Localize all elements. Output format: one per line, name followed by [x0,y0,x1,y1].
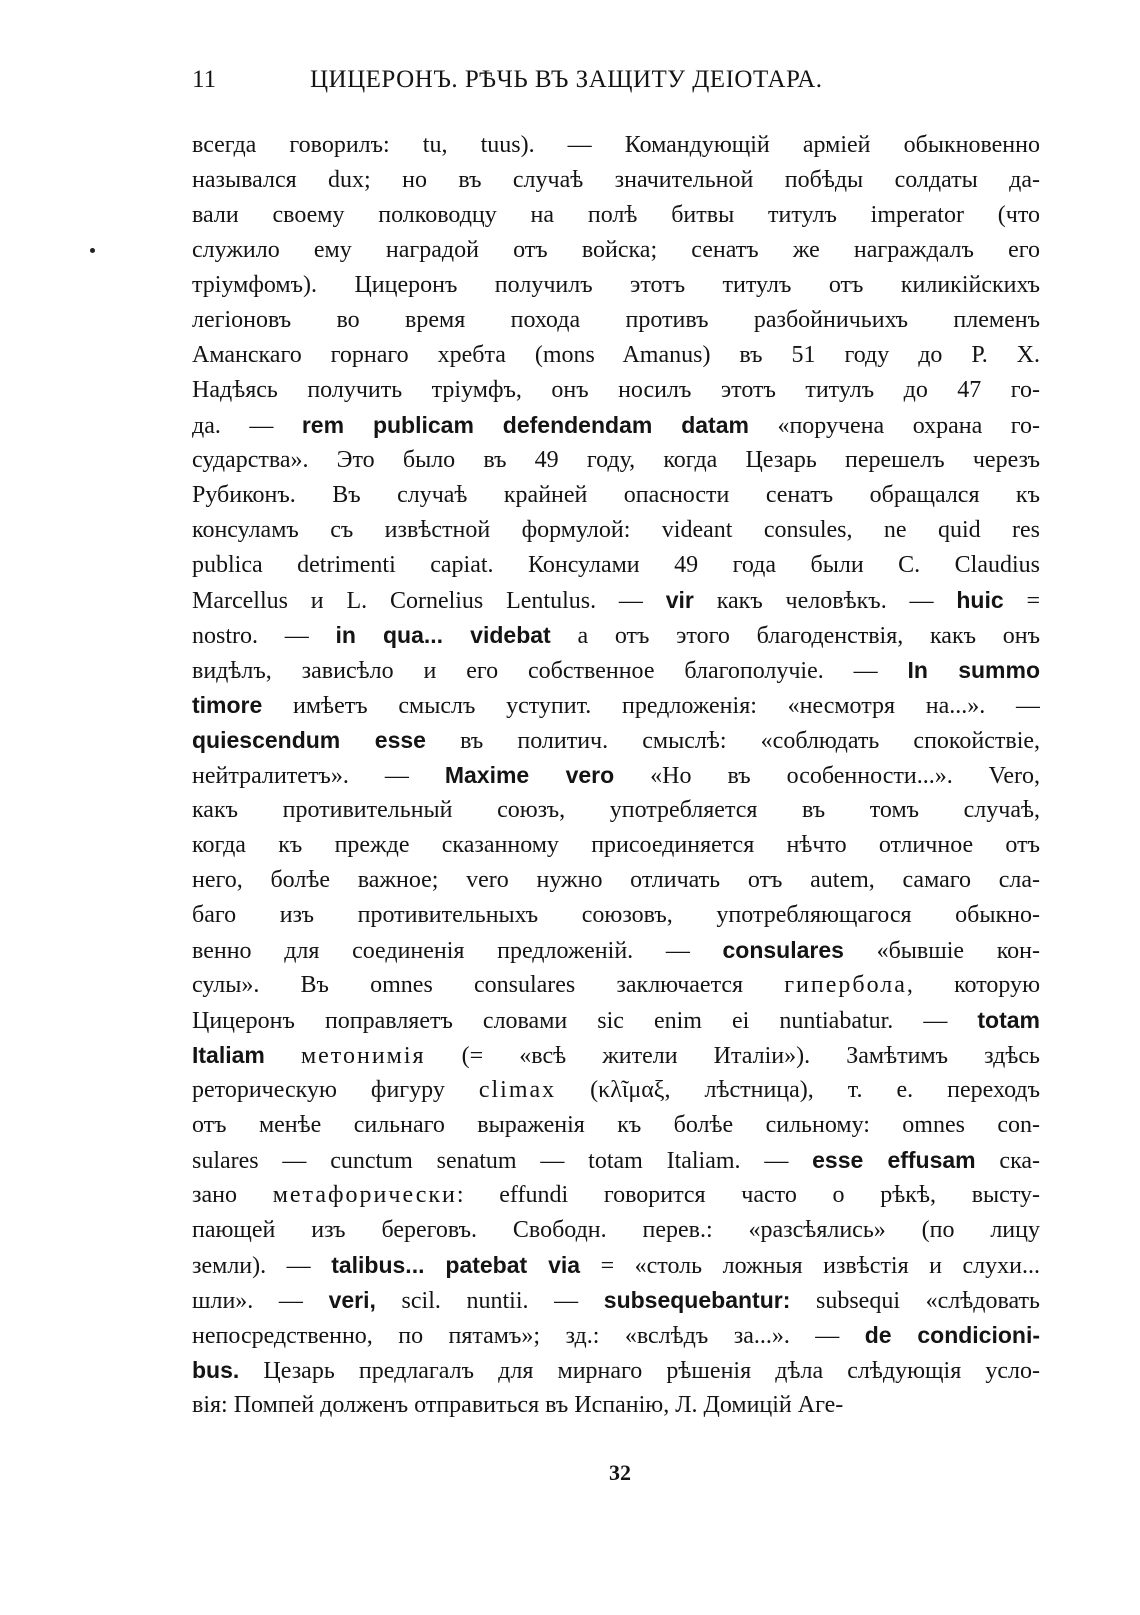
running-title: ЦИЦЕРОНЪ. РѢЧЬ ВЪ ЗАЩИТУ ДЕІОТАРА. [310,66,823,93]
text-line [192,828,1040,863]
bold-term: vir [665,587,694,613]
text-segment: сударства». Это было въ 49 году, когда Цезарь перешелъ черезъ [192,447,1040,473]
text-segment: видѣлъ, зависѣло и его собственное благополучіе. — [192,658,908,684]
text-line [192,408,1040,443]
text-line [192,1178,1040,1213]
text-segment: Цицеронъ поправляетъ словами sic enim ei nuntiabatur. — [192,1008,978,1034]
text-line [192,1143,1040,1178]
text-line [192,478,1040,513]
text-line [192,338,1040,373]
text-segment: Marcellus и L. Cornelius Lentulus. — [192,588,666,614]
bold-term: in qua... videbat [335,622,551,648]
text-segment: баго изъ противительныхъ союзовъ, употребляющагося обыкно- [192,902,1040,928]
bold-term: bus. [192,1357,240,1383]
text-line [192,548,1040,583]
text-line [192,653,1040,688]
commentary-text [192,128,1040,1423]
text-line [192,1003,1040,1038]
bold-term: consulares [722,937,844,963]
spaced-term: метонимія [300,1043,426,1069]
text-segment: Рубиконъ. Въ случаѣ крайней опасности сенатъ обращался къ [192,482,1040,508]
text-segment: publica detrimenti capiat. Консулами 49 года были C. Claudius [192,552,1040,578]
text-segment: нейтралитетъ». — [192,763,445,789]
text-line [192,513,1040,548]
text-segment: консуламъ съ извѣстной формулой: videant consules, ne quid res [192,517,1040,543]
text-segment: имѣетъ смыслъ уступит. предложенія: «несмотря на...». — [262,693,1040,719]
text-segment: «бывшіе кон- [843,938,1040,964]
text-line [192,198,1040,233]
stray-ink-dot [90,248,95,253]
text-line [192,723,1040,758]
text-line [192,163,1040,198]
bold-term: In summo [907,657,1040,683]
text-segment [265,1043,301,1069]
text-segment: легіоновъ во время похода противъ разбойничьихъ племенъ [192,307,1040,333]
text-line [192,373,1040,408]
text-segment: Аманскаго горнаго хребта (mons Amanus) въ 51 году до Р. Х. [192,342,1040,368]
text-line [192,1213,1040,1248]
signature-mark: 32 [609,1460,631,1485]
bold-term: de condicioni- [864,1322,1040,1348]
text-line [192,268,1040,303]
text-line [192,1038,1040,1073]
text-line [192,303,1040,338]
text-segment: Надѣясь получить тріумфъ, онъ носилъ этотъ титулъ до 47 го- [192,377,1040,403]
text-segment: = [1003,588,1040,614]
text-segment: когда къ прежде сказанному присоединяется нѣчто отличное отъ [192,832,1040,858]
text-segment: назывался dux; но въ случаѣ значительной побѣды солдаты да- [192,167,1040,193]
text-segment: scil. nuntii. — [375,1288,604,1314]
text-segment: пающей изъ береговъ. Свободн. перев.: «разсѣялись» (по лицу [192,1217,1040,1243]
text-segment: шли». — [192,1288,329,1314]
text-line [192,1318,1040,1353]
text-segment: сулы». Въ omnes consulares заключается [192,972,785,998]
text-segment: , которую [906,972,1040,998]
text-segment: венно для соединенія предложеній. — [192,938,723,964]
text-segment: subsequi «слѣдовать [790,1288,1040,1314]
text-segment: какъ человѣкъ. — [693,588,957,614]
text-segment: всегда говорилъ: tu, tuus). — Командующій арміей обыкновенно [192,132,1040,158]
page-number: 11 [192,66,217,93]
text-line [192,758,1040,793]
text-line [192,583,1040,618]
bold-term: esse effusam [812,1147,976,1173]
text-segment: непосредственно, по пятамъ»; зд.: «вслѣдъ за...». — [192,1323,865,1349]
text-segment: (κλῖμαξ, лѣстница), т. е. переходъ [556,1077,1040,1103]
bold-term: timore [192,692,263,718]
text-line [192,1388,1040,1423]
text-line [192,933,1040,968]
bold-term: veri, [328,1287,376,1313]
text-segment: реторическую фигуру [192,1077,479,1103]
bold-term: totam [977,1007,1040,1033]
text-segment: «поручена охрана го- [748,413,1040,439]
text-segment: sulares — cunctum senatum — totam Italiam. — [192,1148,813,1174]
bold-term: Italiam [192,1042,265,1068]
text-segment: nostro. — [192,623,336,649]
text-line [192,793,1040,828]
text-line [192,1283,1040,1318]
text-segment: (= «всѣ жители Италіи»). Замѣтимъ здѣсь [425,1043,1040,1069]
text-line [192,1248,1040,1283]
text-line [192,618,1040,653]
text-line [192,898,1040,933]
text-segment: «Но въ особенности...». Vero, [614,763,1040,789]
text-segment: Цезарь предлагалъ для мирнаго рѣшенія дѣла слѣдующія усло- [239,1358,1040,1384]
text-line [192,968,1040,1003]
text-segment: вали своему полководцу на полѣ битвы титулъ imperator (что [192,202,1040,228]
text-segment: вія: Помпей долженъ отправиться въ Испанію, Л. Домицій Аге- [192,1392,844,1418]
spaced-term: climax [478,1077,557,1103]
text-segment: : effundi говорится часто о рѣкѣ, высту- [456,1182,1040,1208]
text-line [192,688,1040,723]
text-segment: ска- [975,1148,1040,1174]
bold-term: Maxime vero [444,762,615,788]
text-segment: = «столь ложныя извѣстія и слухи... [580,1253,1040,1279]
text-segment: зано [192,1182,273,1208]
text-segment: тріумфомъ). Цицеронъ получилъ этотъ титулъ отъ киликійскихъ [192,272,1040,298]
bold-term: rem publicam defendendam datam [301,412,749,438]
text-line [192,233,1040,268]
text-line [192,1108,1040,1143]
text-segment: земли). — [192,1253,332,1279]
text-segment: служило ему наградой отъ войска; сенатъ же награждалъ его [192,237,1040,263]
page-header [192,66,1032,106]
text-segment: него, болѣе важное; vero нужно отличать отъ autem, самаго сла- [192,867,1040,893]
bold-term: huic [956,587,1004,613]
text-line [192,443,1040,478]
text-segment: а отъ этого благоденствія, какъ онъ [550,623,1040,649]
text-line [192,1073,1040,1108]
text-segment: какъ противительный союзъ, употребляется въ томъ случаѣ, [192,797,1040,823]
text-line [192,863,1040,898]
text-line [192,128,1040,163]
text-segment: да. — [192,413,302,439]
bold-term: subsequebantur: [603,1287,791,1313]
text-segment: отъ менѣе сильнаго выраженія къ болѣе сильному: omnes con- [192,1112,1040,1138]
text-segment: въ политич. смыслѣ: «соблюдать спокойствіе, [425,728,1040,754]
spaced-term: метафорически [272,1182,457,1208]
spaced-term: гипербола [784,972,907,998]
bold-term: talibus... patebat via [331,1252,581,1278]
bold-term: quiescendum esse [192,727,426,753]
text-line [192,1353,1040,1388]
